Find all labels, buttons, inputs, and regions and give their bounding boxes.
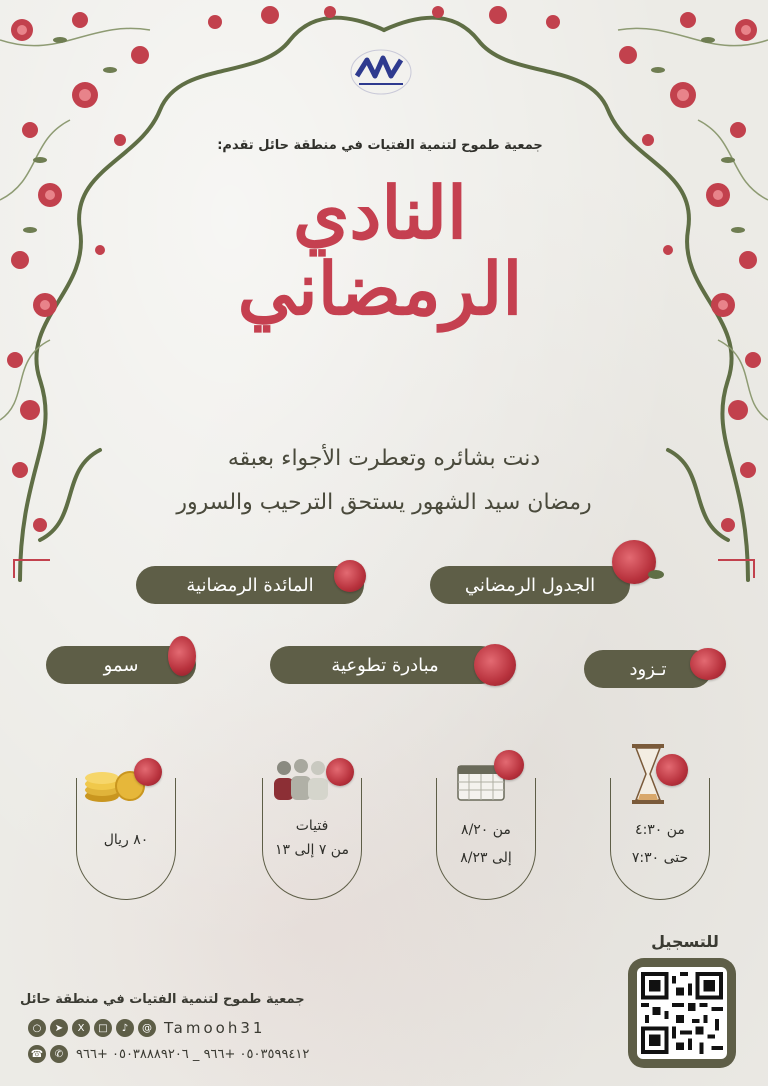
tiktok-icon[interactable]: ♪	[116, 1019, 134, 1037]
leaf-icon	[648, 570, 664, 579]
program-label-initiative: مبادرة تطوعية	[331, 654, 439, 676]
at-icon[interactable]: @	[138, 1019, 156, 1037]
social-handle[interactable]: Tamooh31	[164, 1019, 266, 1037]
program-label-sumu: سمو	[103, 654, 139, 676]
program-pill-schedule	[430, 566, 630, 604]
x-icon[interactable]: X	[72, 1019, 90, 1037]
phone-numbers[interactable]: ٠٥٠٣٥٩٩٤١٢ +٩٦٦ _ ٠٥٠٣٨٨٨٩٢٠٦ +٩٦٦	[76, 1046, 310, 1062]
rose-icon	[690, 648, 726, 680]
registration-qr-code[interactable]	[628, 958, 736, 1068]
rose-icon	[474, 644, 516, 686]
phone-row	[28, 1044, 309, 1064]
ages: من ٧ إلى ١٣	[275, 842, 349, 858]
date-to: إلى ٨/٢٣	[460, 850, 512, 866]
price: ٨٠ ريال	[103, 832, 149, 848]
program-label-table: المائدة الرمضانية	[186, 574, 314, 596]
tagline-line1: دنت بشائره وتعطرت الأجواء بعبقه	[227, 446, 541, 471]
main-title-line1: النادي	[292, 170, 468, 255]
whatsapp-icon[interactable]: ✆	[50, 1045, 68, 1063]
rose-icon	[326, 758, 354, 786]
tamooh-logo	[345, 40, 417, 100]
date-from: من ٨/٢٠	[461, 822, 511, 838]
program-label-tazawad: تـزود	[629, 658, 667, 680]
rose-icon	[494, 750, 524, 780]
organization-intro: جمعية طموح لتنمية الفتيات في منطقة حائل تقدم:	[217, 138, 543, 153]
telegram-icon[interactable]: ➤	[50, 1019, 68, 1037]
time-to: حتى ٧:٣٠	[631, 850, 689, 866]
audience: فتيات	[295, 818, 329, 834]
girls-icon	[270, 756, 332, 800]
main-title	[230, 170, 530, 331]
rose-bud-icon	[168, 636, 196, 676]
rose-icon	[656, 754, 688, 786]
footer-organization-name: جمعية طموح لتنمية الفتيات في منطقة حائل	[20, 992, 305, 1007]
instagram-icon[interactable]: □	[94, 1019, 112, 1037]
program-label-schedule: الجدول الرمضاني	[464, 574, 596, 596]
rose-icon	[134, 758, 162, 786]
phone-icon[interactable]: ☎	[28, 1045, 46, 1063]
registration-label: للتسجيل	[651, 932, 719, 951]
program-pill-table	[136, 566, 364, 604]
rose-icon	[334, 560, 366, 592]
snapchat-icon[interactable]: ○	[28, 1019, 46, 1037]
tagline-line2: رمضان سيد الشهور يستحق الترحيب والسرور	[176, 490, 592, 515]
qr-code-image	[641, 971, 723, 1055]
time-from: من ٤:٣٠	[635, 822, 685, 838]
main-title-line2: الرمضاني	[237, 245, 523, 331]
program-pill-initiative	[270, 646, 500, 684]
social-row	[28, 1018, 265, 1038]
